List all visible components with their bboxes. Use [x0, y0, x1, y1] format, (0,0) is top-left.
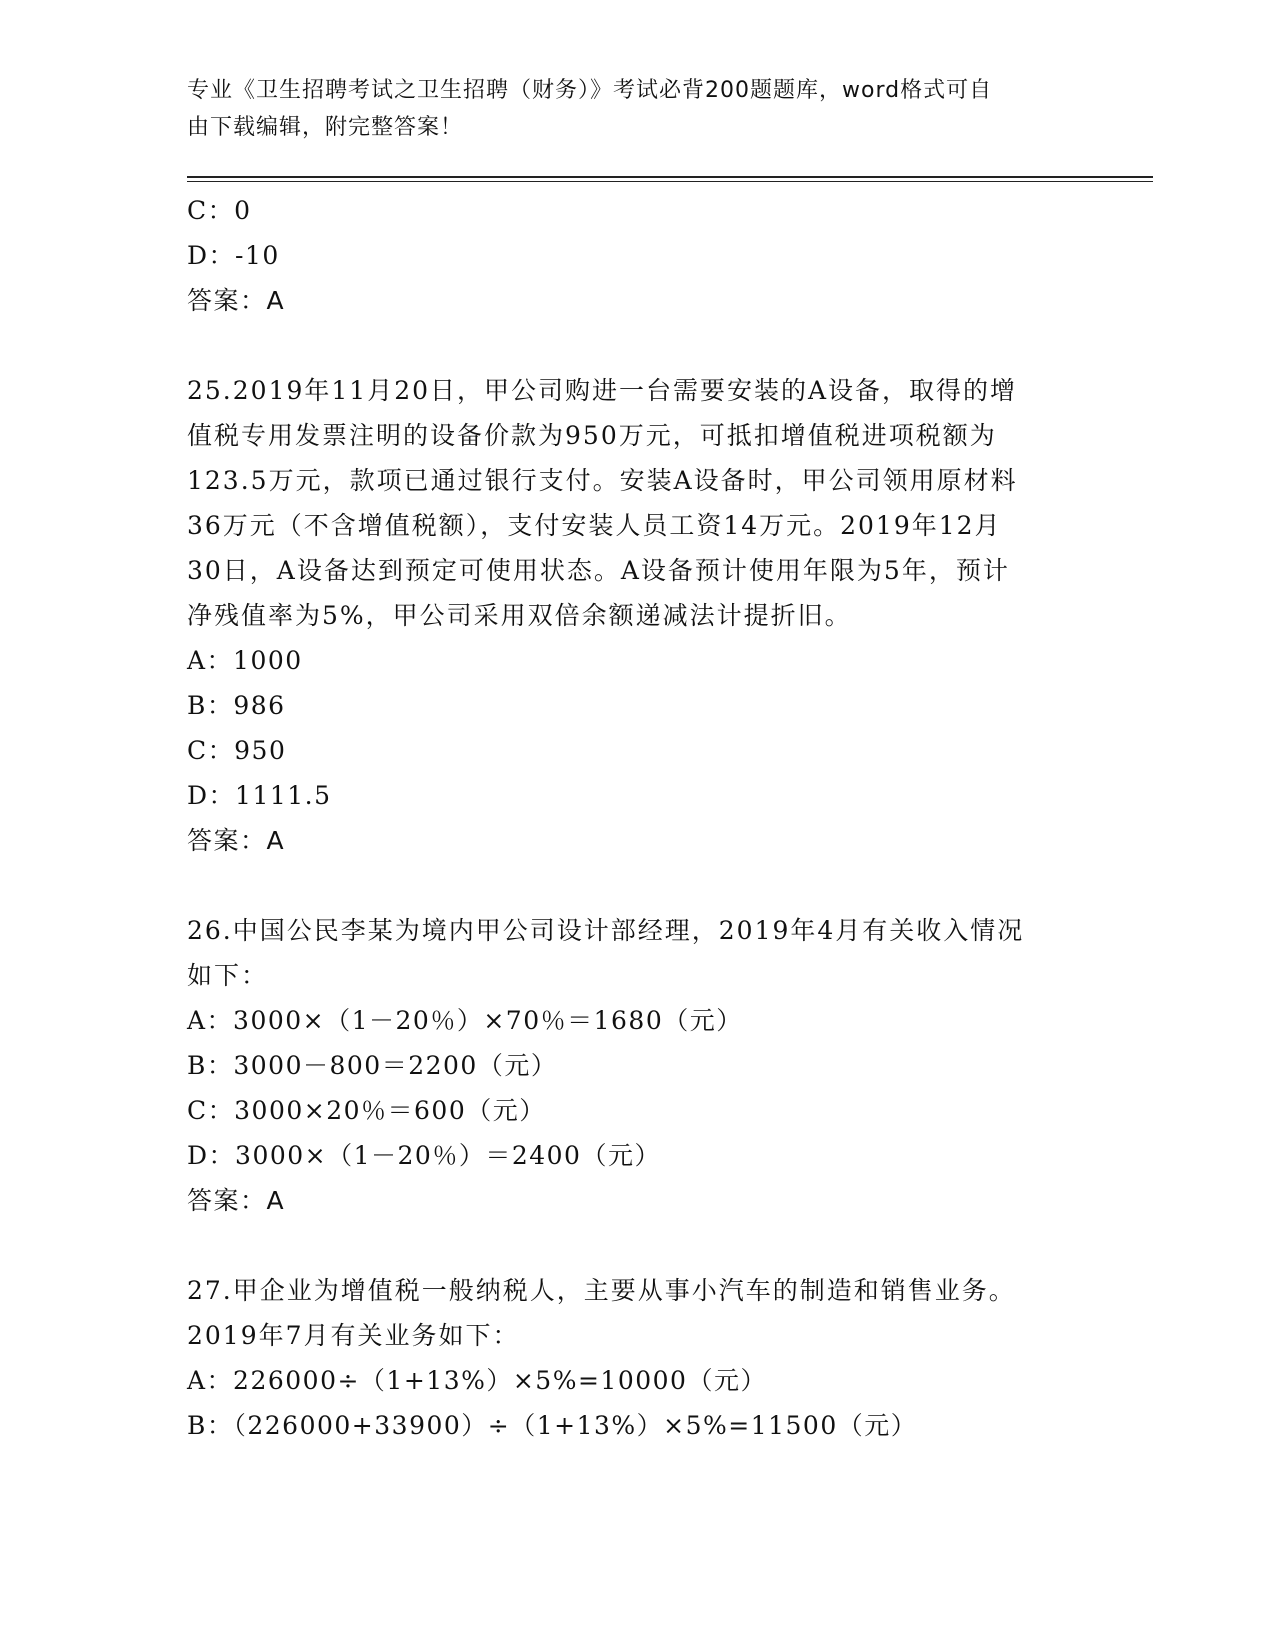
question-24-tail: [187, 188, 1087, 323]
q25-option-c: C：950: [187, 736, 287, 765]
q25-stem-line: 值税专用发票注明的设备价款为950万元，可抵扣增值税进项税额为: [187, 421, 997, 450]
q26-stem: [187, 908, 1087, 998]
q24-option-d: D：-10: [187, 241, 280, 270]
spacer: [187, 863, 1087, 908]
q27-option-a: A：226000÷（1+13%）×5%=10000（元）: [187, 1366, 767, 1395]
q26-option-d: D：3000×（1－20％）＝2400（元）: [187, 1141, 661, 1170]
q27-stem-line: 2019年7月有关业务如下：: [187, 1321, 520, 1350]
header-divider-thin: [187, 181, 1153, 182]
q25-stem-line: 净残值率为5%，甲公司采用双倍余额递减法计提折旧。: [187, 601, 852, 630]
q25-stem-line: 123.5万元，款项已通过银行支付。安装A设备时，甲公司领用原材料: [187, 466, 1018, 495]
q27-stem: [187, 1268, 1087, 1358]
question-26: [187, 908, 1087, 1223]
q24-answer: 答案：A: [187, 286, 286, 315]
spacer: [187, 323, 1087, 368]
q25-stem-line: 36万元（不含增值税额），支付安装人员工资14万元。2019年12月: [187, 511, 1002, 540]
header-line-1: 专业《卫生招聘考试之卫生招聘（财务）》考试必背200题题库，word格式可自: [187, 78, 993, 103]
document-header: [187, 72, 1067, 146]
q25-option-d: D：1111.5: [187, 781, 332, 810]
q25-option-a: A：1000: [187, 646, 303, 675]
q27-option-b: B：（226000+33900）÷（1+13%）×5%=11500（元）: [187, 1411, 918, 1440]
q25-stem-line: 30日，A设备达到预定可使用状态。A设备预计使用年限为5年，预计: [187, 556, 1010, 585]
header-line-2: 由下载编辑，附完整答案！: [187, 115, 464, 140]
spacer: [187, 1223, 1087, 1268]
question-27: [187, 1268, 1087, 1448]
q26-option-c: C：3000×20％＝600（元）: [187, 1096, 546, 1125]
q24-option-c: C：0: [187, 196, 252, 225]
q25-stem: [187, 368, 1087, 638]
q27-stem-line: 27.甲企业为增值税一般纳税人，主要从事小汽车的制造和销售业务。: [187, 1276, 1016, 1305]
document-body: [187, 188, 1087, 1448]
question-25: [187, 368, 1087, 863]
q26-option-a: A：3000×（1－20％）×70％＝1680（元）: [187, 1006, 743, 1035]
q25-answer: 答案：A: [187, 826, 286, 855]
q26-stem-line: 26.中国公民李某为境内甲公司设计部经理，2019年4月有关收入情况: [187, 916, 1025, 945]
q26-stem-line: 如下：: [187, 961, 269, 990]
q25-option-b: B：986: [187, 691, 286, 720]
q26-answer: 答案：A: [187, 1186, 286, 1215]
q26-option-b: B：3000－800＝2200（元）: [187, 1051, 558, 1080]
header-divider-thick: [187, 176, 1153, 178]
q25-stem-line: 25.2019年11月20日，甲公司购进一台需要安装的A设备，取得的增: [187, 376, 1018, 405]
